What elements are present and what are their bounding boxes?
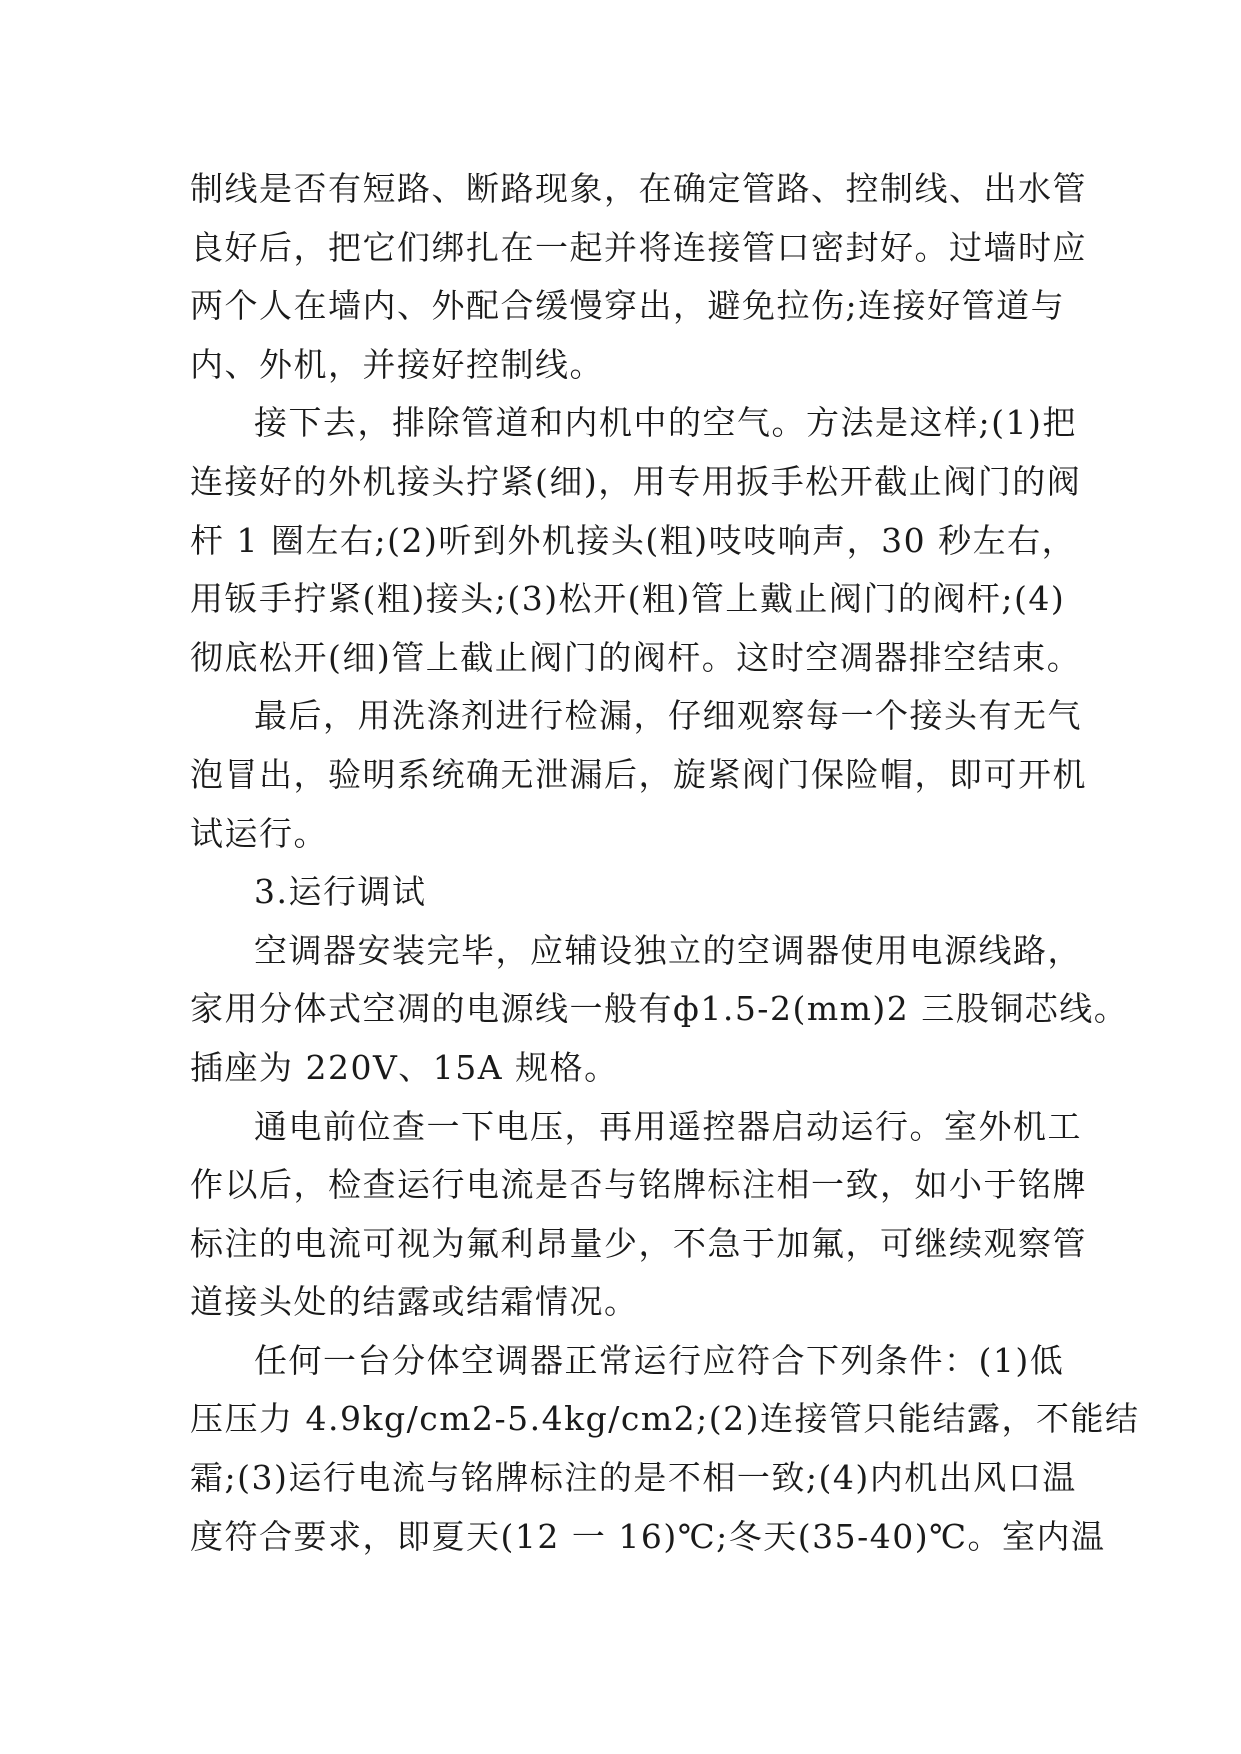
text-line: 空调器安装完毕，应辅设独立的空调器使用电源线路， bbox=[254, 930, 1082, 970]
text-line: 试运行。 bbox=[190, 813, 328, 853]
document-body bbox=[190, 160, 1140, 1566]
text-line: 标注的电流可视为氟利昂量少，不急于加氟，可继续观察管 bbox=[190, 1223, 1087, 1263]
text-line: 杆 1 圈左右;(2)听到外机接头(粗)吱吱响声，30 秒左右， bbox=[190, 520, 1077, 560]
text-line: 任何一台分体空调器正常运行应符合下列条件：(1)低 bbox=[254, 1340, 1065, 1380]
text-line: 制线是否有短路、断路现象，在确定管路、控制线、出水管 bbox=[190, 169, 1087, 208]
text-line: 家用分体式空凋的电源线一般有ф1.5-2(mm)2 三股铜芯线。 bbox=[190, 989, 1129, 1029]
text-line: 插座为 220V、15A 规格。 bbox=[190, 1047, 619, 1087]
text-line: 作以后，检查运行电流是否与铭牌标注相一致，如小于铭牌 bbox=[190, 1165, 1087, 1205]
text-line: 3.运行调试 bbox=[254, 872, 427, 912]
text-line: 接下去，排除管道和内机中的空气。方法是这样;(1)把 bbox=[254, 403, 1077, 443]
text-line: 内、外机，并接好控制线。 bbox=[190, 344, 604, 384]
text-line: 泡冒出，验明系统确无泄漏后，旋紧阀门保险帽，即可开机 bbox=[190, 754, 1087, 794]
text-line: 霜;(3)运行电流与铭牌标注的是不相一致;(4)内机出风口温 bbox=[190, 1458, 1077, 1498]
text-line: 最后，用洗涤剂进行检漏，仔细观察每一个接头有无气 bbox=[254, 696, 1082, 736]
text-line: 压压力 4.9kg/cm2-5.4kg/cm2;(2)连接管只能结露，不能结 bbox=[190, 1399, 1140, 1439]
text-line: 用钣手拧紧(粗)接头;(3)松开(粗)管上戴止阀门的阀杆;(4) bbox=[190, 579, 1066, 619]
text-line: 道接头处的结露或结霜情况。 bbox=[190, 1282, 639, 1322]
text-line: 两个人在墙内、外配合缓慢穿出，避免拉伤;连接好管道与 bbox=[190, 286, 1066, 326]
text-line: 度符合要求，即夏天(12 一 16)℃;冬天(35-40)℃。室内温 bbox=[190, 1516, 1106, 1556]
text-line: 彻底松开(细)管上截止阀门的阀杆。这时空凋器排空结束。 bbox=[190, 637, 1082, 677]
text-line: 连接好的外机接头拧紧(细)，用专用扳手松开截止阀门的阀 bbox=[190, 461, 1082, 501]
text-line: 通电前位查一下电压，再用遥控器启动运行。室外机工 bbox=[254, 1106, 1082, 1146]
text-line: 良好后，把它们绑扎在一起并将连接管口密封好。过墙时应 bbox=[190, 227, 1087, 267]
